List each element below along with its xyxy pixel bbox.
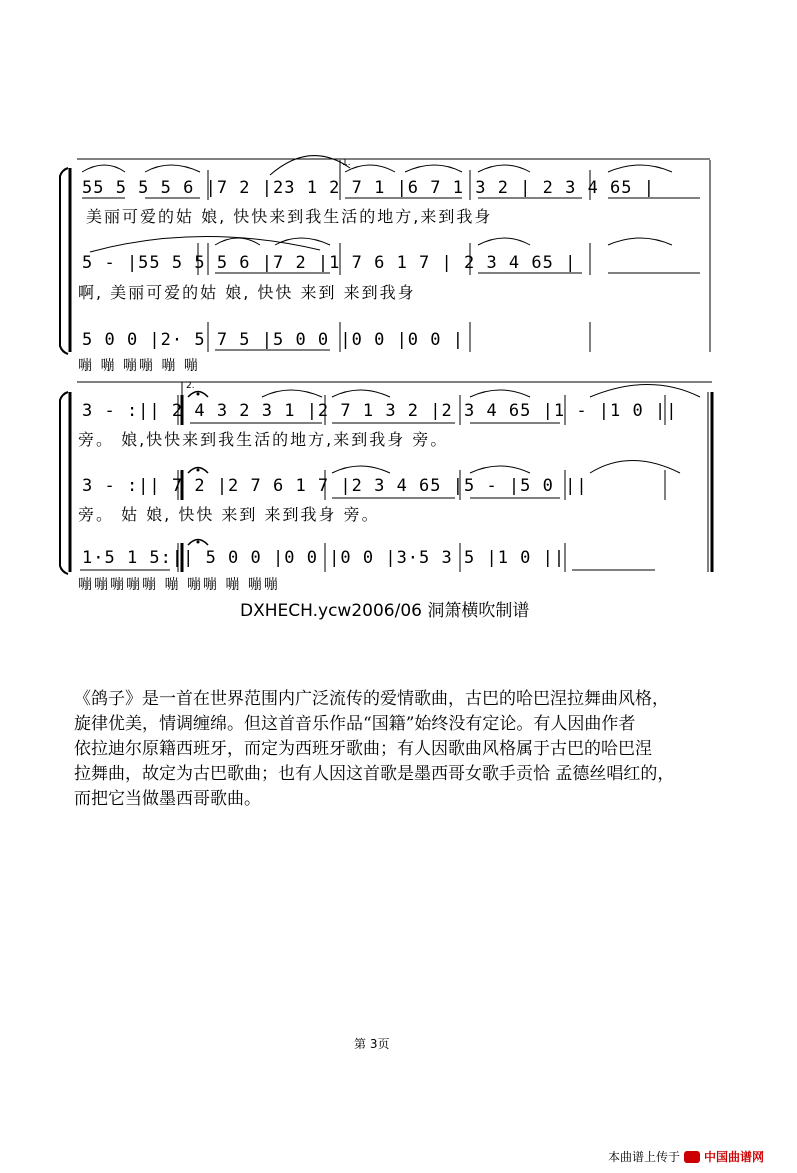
system2-voice3-lyrics: 嘣嘣嘣嘣嘣 嘣 嘣嘣 嘣 嘣嘣	[78, 577, 280, 593]
system1-voice3-notes: 5 0 0 |2· 5 7 5 |5 0 0 |0 0 |0 0 |	[82, 330, 464, 350]
system2-voice3-notes: 1·5 1 5:|| 5 0 0 |0 0 |0 0 |3·5 3 5 |1 0 ||	[82, 548, 566, 568]
footer-brand[interactable]: 中国曲谱网	[704, 1150, 765, 1164]
system1-voice2-lyrics: 啊, 美丽可爱的姑 娘, 快快 来到 来到我身	[78, 283, 416, 302]
paragraph-line: 旋律优美，情调缠绵。但这首音乐作品“国籍”始终没有定论。有人因曲作者	[74, 714, 636, 734]
system2-voice2-notes: 3 - :|| 7 2 |2 7 6 1 7 |2 3 4 65 |5 - |5 0 ||	[82, 476, 588, 496]
description-paragraph	[74, 687, 774, 812]
paragraph-line: 依拉迪尔原籍西班牙，而定为西班牙歌曲；有人因歌曲风格属于古巴的哈巴涅	[74, 739, 652, 759]
system1-voice3-lyrics: 嘣 嘣 嘣嘣 嘣 嘣	[78, 358, 200, 374]
logo-icon	[684, 1151, 700, 1163]
paragraph-line: 《鸽子》是一首在世界范围内广泛流传的爱情歌曲，古巴的哈巴涅拉舞曲风格，	[74, 689, 669, 709]
footer	[608, 1148, 764, 1165]
volta-1-label: 1.	[342, 158, 351, 168]
system2-voice2-lyrics: 旁。 姑 娘, 快快 来到 来到我身 旁。	[78, 505, 380, 524]
page-number: 第 3页	[354, 1037, 390, 1051]
system1-voice1-lyrics: 美丽可爱的姑 娘, 快快来到我生活的地方,来到我身	[86, 207, 493, 226]
volta-2-label: 2.	[186, 381, 195, 391]
paragraph-line: 拉舞曲，故定为古巴歌曲；也有人因这首歌是墨西哥女歌手贡恰 孟德丝唱红的，	[74, 764, 675, 784]
system2-voice1-notes: 3 - :|| 2 4 3 2 3 1 |2 7 1 3 2 |2 3 4 65 |1 - |1 0 ||	[82, 401, 678, 421]
score-credit: DXHECH.ycw2006/06 洞箫横吹制谱	[240, 601, 530, 621]
system2-voice1-lyrics: 旁。 娘,快快来到我生活的地方,来到我身 旁。	[78, 430, 449, 449]
system1-voice2-notes: 5 - |55 5 5 5 6 |7 2 |1 7 6 1 7 | 2 3 4 65 |	[82, 253, 577, 273]
paragraph-line: 而把它当做墨西哥歌曲。	[74, 789, 261, 809]
system1-voice1-notes: 55 5 5 5 6 |7 2 |23 1 2 7 1 |6 7 1 3 2 | 2 3 4 65 |	[82, 178, 655, 198]
footer-text: 本曲谱上传于	[608, 1150, 681, 1164]
